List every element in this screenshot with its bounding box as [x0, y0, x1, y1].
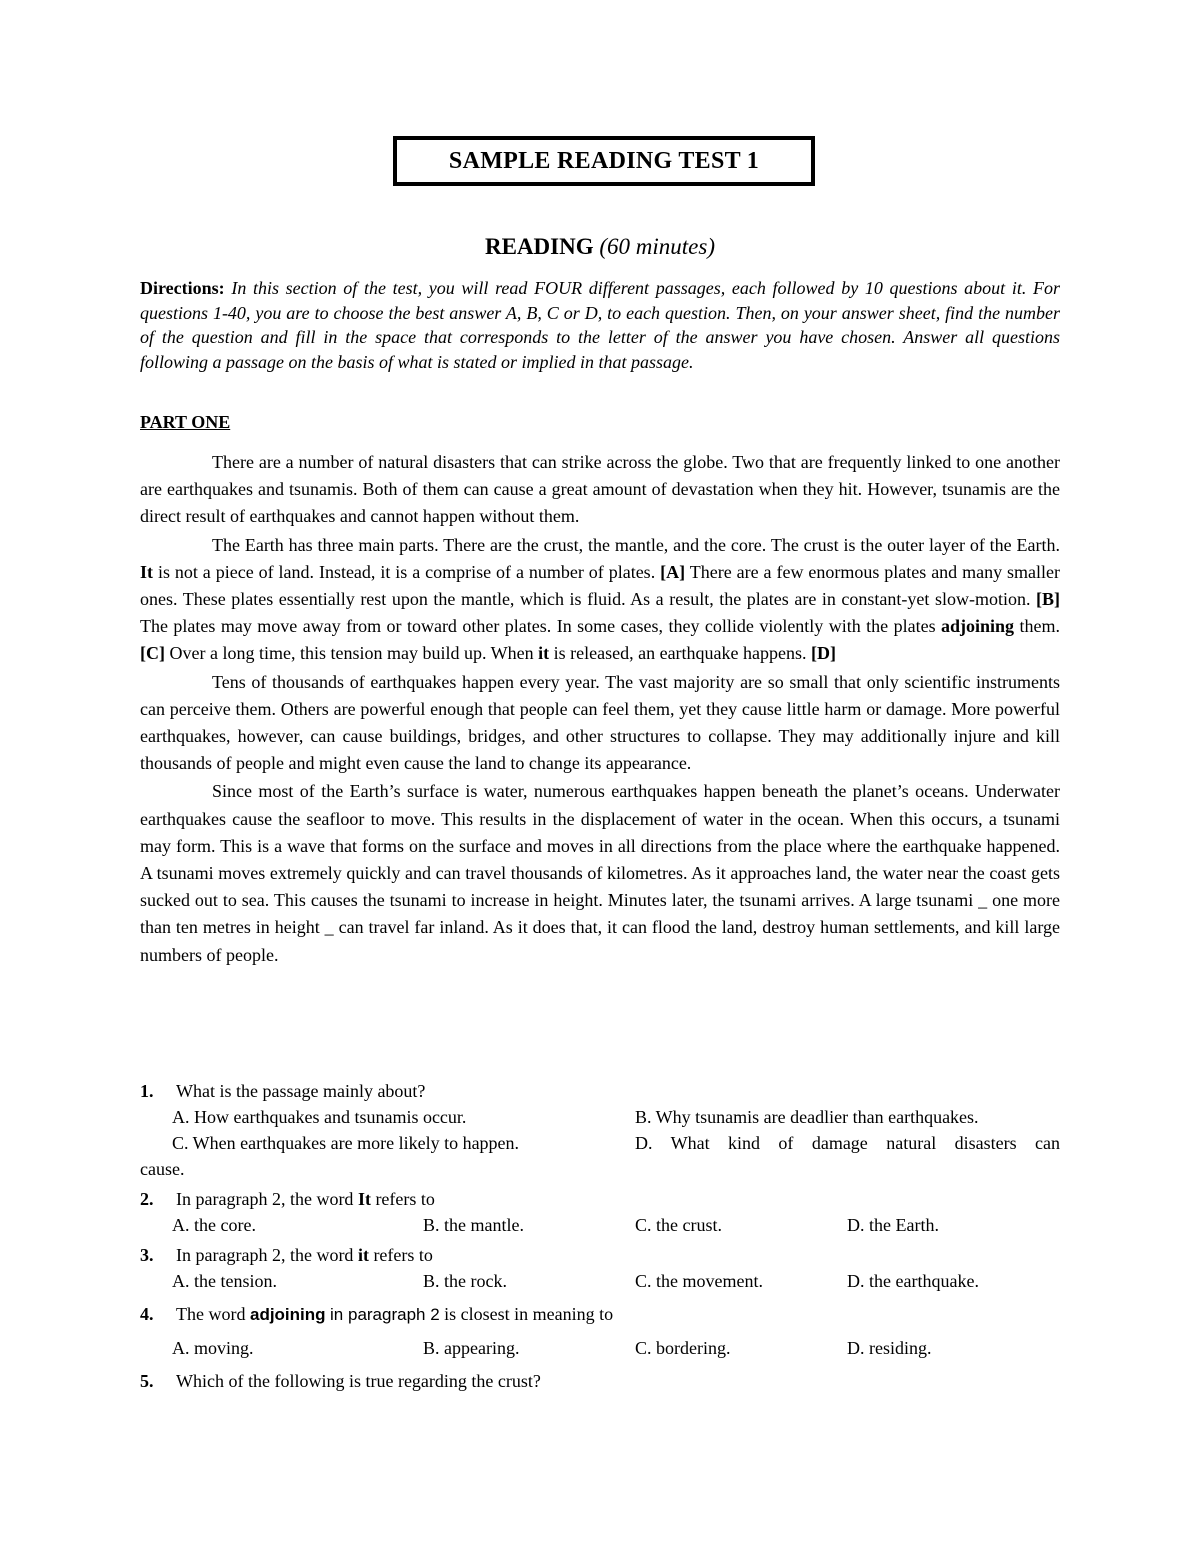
option-d: D. the earthquake.	[847, 1271, 979, 1291]
p2-it-bold: It	[140, 561, 153, 582]
option-d-continuation: cause.	[140, 1159, 185, 1179]
directions	[140, 276, 1060, 374]
options-row	[140, 1212, 1060, 1238]
question-stem-pre: In paragraph 2, the word	[176, 1189, 354, 1209]
option-c: C. bordering.	[635, 1338, 731, 1358]
p2-text-a: The Earth has three main parts. There are the crust, the mantle, and the core. The crust is the outer layer of the Earth.	[212, 534, 1060, 555]
option-b: B. the mantle.	[423, 1215, 524, 1235]
option-c: C. the movement.	[635, 1271, 763, 1291]
question-stem-post: refers to	[373, 1245, 433, 1265]
question-5	[140, 1369, 1060, 1394]
section-duration: (60 minutes)	[599, 234, 715, 259]
question-stem-pre: The word	[176, 1304, 246, 1324]
p2-text-b: is not a piece of land. Instead, it is a comprise of a number of plates.	[157, 561, 656, 582]
option-a: A. moving.	[172, 1338, 254, 1358]
option-a: A. the tension.	[172, 1271, 277, 1291]
option-d: D. What kind of damage natural disasters can	[635, 1133, 1060, 1153]
option-a: A. How earthquakes and tsunamis occur.	[172, 1107, 467, 1127]
question-number: 2.	[140, 1189, 154, 1209]
marker-b: [B]	[1036, 589, 1061, 610]
option-c: C. When earthquakes are more likely to happen.	[172, 1133, 520, 1153]
options-row	[140, 1130, 1060, 1156]
question-stem-word: It	[357, 1189, 371, 1209]
marker-c: [C]	[140, 643, 165, 664]
question-stem-mid: in paragraph 2	[330, 1305, 440, 1324]
question-3	[140, 1243, 1060, 1294]
paragraph-4: Since most of the Earth’s surface is water, numerous earthquakes happen beneath the planet’s oceans. Underwater earthquakes cause the seafloor to move. This results in the displacement of water in the ocean. When this occurs, a tsunami may form. This is a wave that forms on the surface and moves in all directions from the place where the earthquake happened. A tsunami moves extremely quickly and can travel thousands of kilometres. As it approaches land, the water near the coast gets sucked out to sea. This causes the tsunami to increase in height. Minutes later, the tsunami arrives. A large tsunami _ one more than ten metres in height _ can travel far inland. As it does that, it can flood the land, destroy human settlements, and kill large numbers of people.	[140, 781, 1060, 965]
p2-text-c: There are a few enormous plates and many smaller ones. These plates essentially rest upon the mantle, which is fluid. As a result, the plates are in constant-yet slow-motion.	[140, 561, 1061, 610]
question-stem-word: it	[357, 1245, 369, 1265]
p2-adjoining-bold: adjoining	[941, 616, 1015, 637]
p2-text-f: Over a long time, this tension may build up. When	[169, 643, 534, 664]
question-stem: Which of the following is true regarding the crust?	[176, 1371, 541, 1391]
options-row	[140, 1104, 1060, 1130]
p2-text-d: The plates may move away from or toward other plates. In some cases, they collide violently with the plates	[140, 616, 936, 637]
question-1	[140, 1079, 1060, 1182]
question-4	[140, 1302, 1060, 1361]
question-number: 3.	[140, 1245, 154, 1265]
paragraph-2	[140, 532, 1060, 668]
directions-label: Directions:	[140, 278, 225, 298]
question-number: 1.	[140, 1081, 154, 1101]
question-number: 5.	[140, 1371, 154, 1391]
question-stem-post: refers to	[375, 1189, 435, 1209]
option-c: C. the crust.	[635, 1215, 722, 1235]
question-list	[140, 1079, 1060, 1399]
part-title: PART ONE	[140, 412, 231, 432]
directions-text: In this section of the test, you will read FOUR different passages, each followed by 10 questions about it. For questions 1-40, you are to choose the best answer A, B, C or D, to each question. Then, on your answer sheet, find the number of the question and fill in the space that corresponds to the letter of the answer you have chosen. Answer all questions following a passage on the basis of what is stated or implied in that passage.	[140, 278, 1060, 372]
test-title-box	[393, 136, 815, 186]
question-stem-word: adjoining	[249, 1305, 326, 1324]
option-b: B. appearing.	[423, 1338, 520, 1358]
paragraph-1: There are a number of natural disasters that can strike across the globe. Two that are frequently linked to one another are earthquakes and tsunamis. Both of them can cause a great amount of devastation when they hit. However, tsunamis are the direct result of earthquakes and cannot happen without them.	[140, 452, 1060, 527]
options-row	[140, 1268, 1060, 1294]
marker-d: [D]	[811, 643, 837, 664]
options-row	[140, 1335, 1060, 1361]
question-2	[140, 1187, 1060, 1238]
paragraph-3: Tens of thousands of earthquakes happen every year. The vast majority are so small that only scientific instruments can perceive them. Others are powerful enough that people can feel them, yet they cause little harm or damage. More powerful earthquakes, however, can cause buildings, bridges, and other structures to collapse. They may additionally injure and kill thousands of people and might even cause the land to change its appearance.	[140, 671, 1060, 774]
section-name: READING	[485, 234, 594, 259]
option-a: A. the core.	[172, 1215, 256, 1235]
question-stem-post: is closest in meaning to	[444, 1304, 614, 1324]
option-b: B. the rock.	[423, 1271, 507, 1291]
question-stem-pre: In paragraph 2, the word	[176, 1245, 354, 1265]
marker-a: [A]	[660, 561, 686, 582]
section-heading	[140, 234, 1060, 260]
p2-it2-bold: it	[538, 643, 550, 664]
test-title: SAMPLE READING TEST 1	[448, 147, 760, 174]
reading-passage	[140, 449, 1060, 970]
option-b: B. Why tsunamis are deadlier than earthquakes.	[635, 1107, 979, 1127]
p2-text-e: them.	[1019, 616, 1060, 637]
question-number: 4.	[140, 1304, 154, 1324]
option-d: D. residing.	[847, 1338, 932, 1358]
option-d: D. the Earth.	[847, 1215, 939, 1235]
question-stem: What is the passage mainly about?	[176, 1081, 426, 1101]
p2-text-g: is released, an earthquake happens.	[553, 643, 807, 664]
